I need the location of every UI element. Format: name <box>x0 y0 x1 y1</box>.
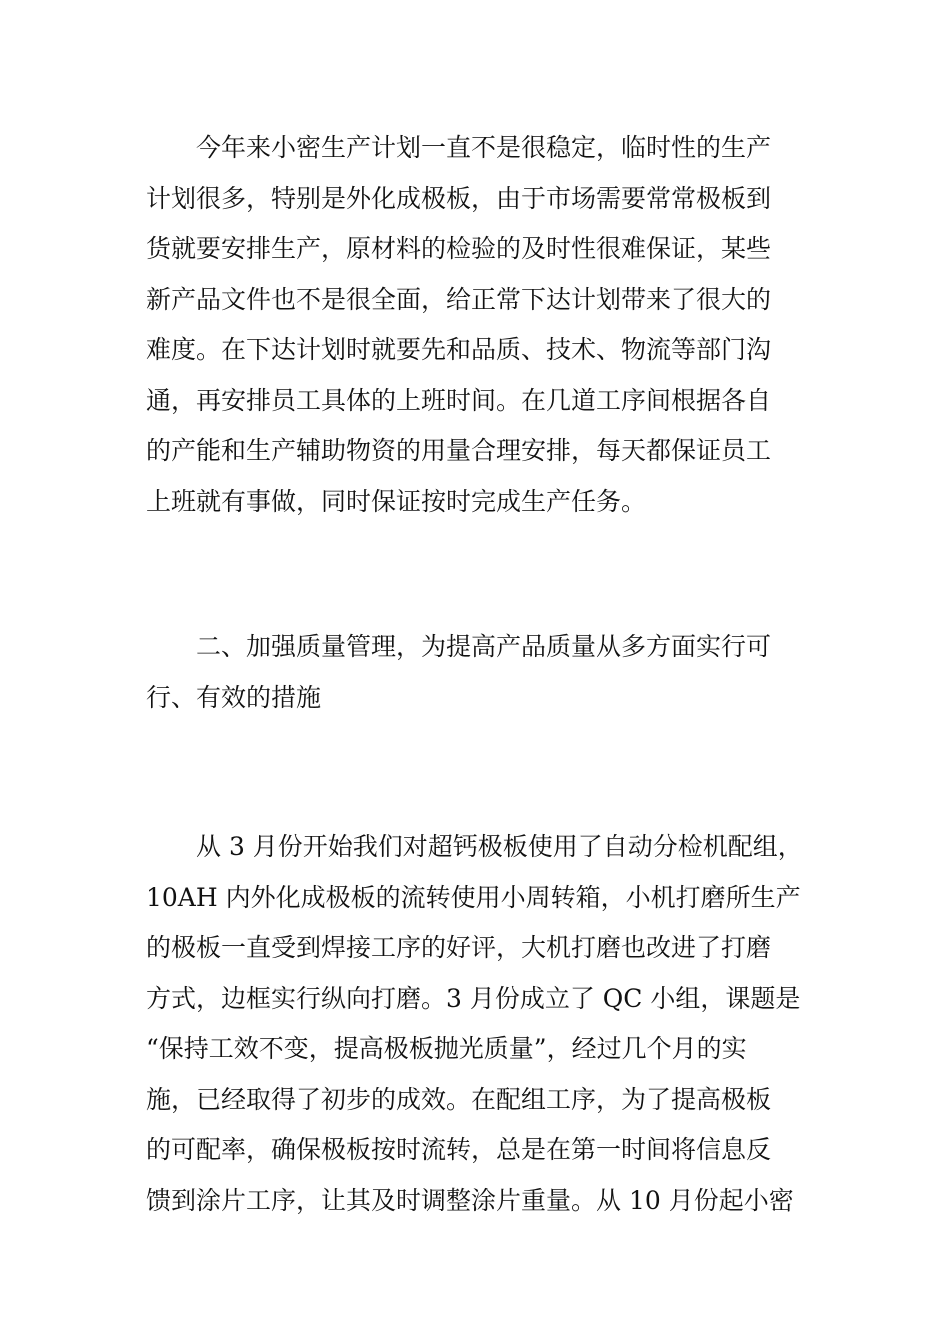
text-line: 的可配率，确保极板按时流转，总是在第一时间将信息反 <box>146 1135 772 1164</box>
paragraph-production-planning <box>146 123 811 527</box>
text-line: 计划很多，特别是外化成极板，由于市场需要常常极板到 <box>146 183 772 213</box>
heading-line: 二、加强质量管理，为提高产品质量从多方面实行可 <box>196 632 772 661</box>
text-line: 通，再安排员工具体的上班时间。在几道工序间根据各自 <box>146 385 772 415</box>
paragraph-quality-measures <box>146 822 811 1226</box>
text-line: 施，已经取得了初步的成效。在配组工序，为了提高极板 <box>146 1084 772 1114</box>
text-line: “保持工效不变，提高极板抛光质量”，经过几个月的实 <box>146 1034 747 1063</box>
text-line: 今年来小密生产计划一直不是很稳定，临时性的生产 <box>196 133 772 162</box>
text-line: 上班就有事做，同时保证按时完成生产任务。 <box>146 486 647 516</box>
text-line: 的极板一直受到焊接工序的好评，大机打磨也改进了打磨 <box>146 933 772 962</box>
text-line: 10AH 内外化成极板的流转使用小周转箱，小机打磨所生产 <box>146 882 801 912</box>
section-heading-quality-management <box>146 622 811 723</box>
text-line: 新产品文件也不是很全面，给正常下达计划带来了很大的 <box>146 284 772 314</box>
text-line: 的产能和生产辅助物资的用量合理安排，每天都保证员工 <box>146 436 772 465</box>
text-line: 方式，边框实行纵向打磨。3 月份成立了 QC 小组，课题是 <box>146 983 801 1013</box>
text-line: 货就要安排生产，原材料的检验的及时性很难保证，某些 <box>146 234 772 263</box>
text-line: 难度。在下达计划时就要先和品质、技术、物流等部门沟 <box>146 335 772 364</box>
text-line: 馈到涂片工序，让其及时调整涂片重量。从 10 月份起小密 <box>146 1185 794 1215</box>
text-line: 从 3 月份开始我们对超钙极板使用了自动分检机配组， <box>196 832 803 861</box>
heading-line: 行、有效的措施 <box>146 682 322 712</box>
